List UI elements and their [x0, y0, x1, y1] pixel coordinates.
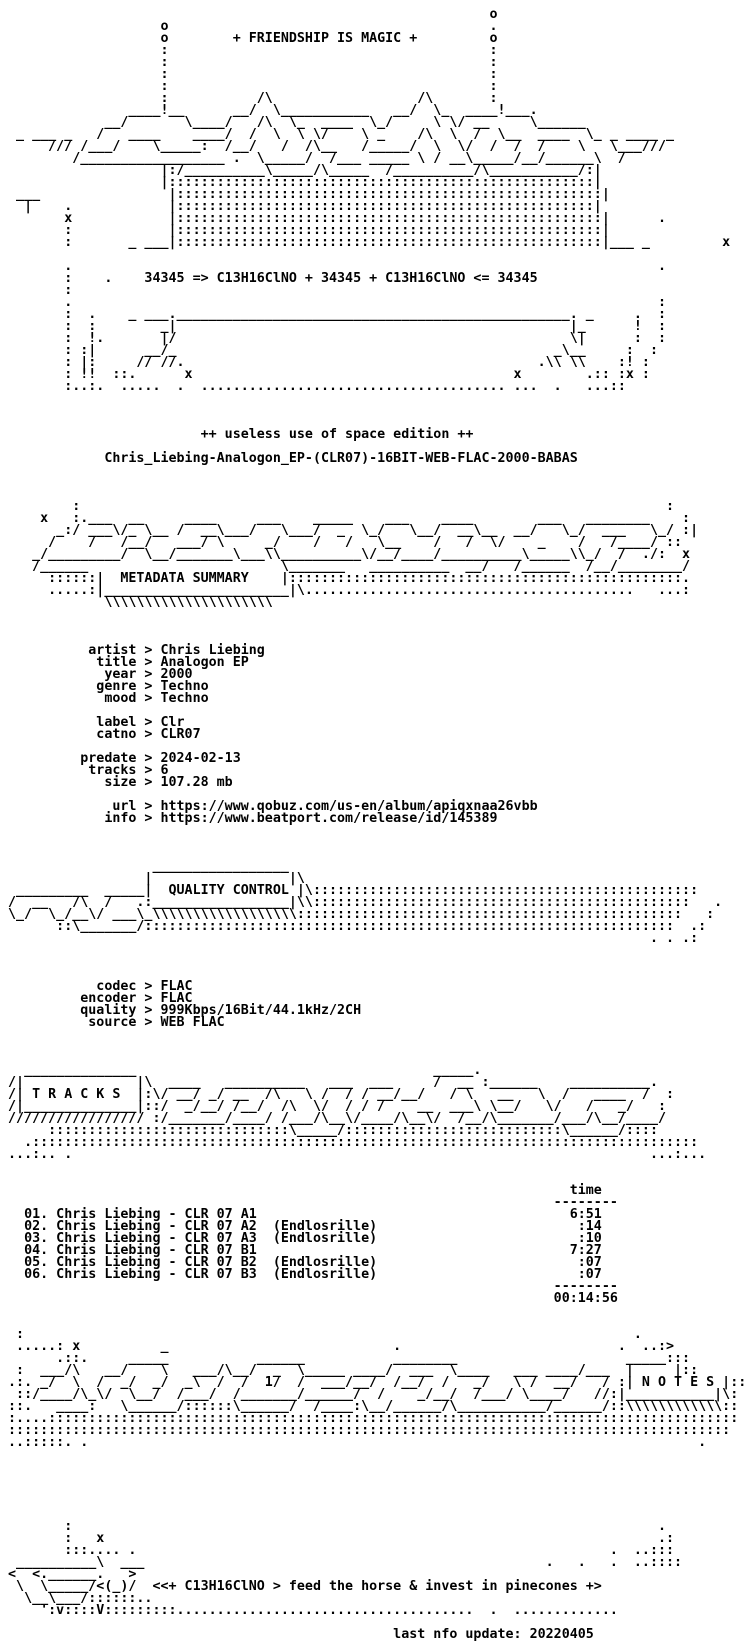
nfo-line — [0, 405, 648, 417]
nfo-line: ///////////////// :/_______/____/ /___/\__\/____/\__\/ /__/\_______/___/\__/____/ — [0, 1111, 667, 1126]
nfo-line: _/_________/ \__/_______\___\\__________\/__/____/__________\_____\\_/ / ./: x — [0, 547, 691, 562]
nfo-line: catno > CLR07 — [0, 727, 201, 742]
nfo-line: |:::::::::::::::::::::::::::::::::::::::::::::::::::::| — [0, 175, 602, 190]
nfo-line: genre > Techno — [0, 679, 209, 694]
nfo-line: -------- — [0, 1279, 618, 1294]
nfo-line: ...:.. . ...:... — [0, 1147, 707, 1162]
nfo-line: .....:|_______________________|\......................................... ...: — [0, 583, 691, 598]
nfo-line — [0, 957, 648, 969]
nfo-line: / __ /\ / .:_________________|\\::::::::::::::::::::::::::::::::::::::::::::::: . — [0, 895, 723, 910]
nfo-line: /__________________ . \_____/ /___ _____ \ / __\_____/__/______\ / — [0, 151, 626, 166]
nfo-line: predate > 2024-02-13 — [0, 751, 241, 766]
nfo-line: source > WEB FLAC — [0, 1015, 225, 1030]
nfo-line: . . — [0, 259, 667, 274]
nfo-line: info > https://www.beatport.com/release/id/145389 — [0, 811, 498, 826]
nfo-line: .:. _/ \ / _/ _/ _\ / / 1/ / ___/__/ /__/ / _/ \ / __/ / :| N O T E S |:: — [0, 1375, 746, 1390]
nfo-line: 03. Chris Liebing - CLR 07 A3 (Endlosrille) :10 — [0, 1231, 602, 1246]
nfo-line: :::::::::::::::::::::::::::::::::::::::::::::::::::::::::::::::::::::::::::::::::::::::::: — [0, 1423, 731, 1438]
nfo-line: 04. Chris Liebing - CLR 07 B1 7:27 — [0, 1243, 602, 1258]
nfo-line — [0, 1029, 648, 1041]
nfo-line: _ ___ _ / ____ ____/ / \ \ \/ \ _ /\ \ / \__ ____ \_ _ ____ _ — [0, 127, 675, 142]
nfo-line: ::. ____: \______/::::::\______/ /____:\__/______/\___________/______/::\\\\\\\\\\\\:: — [0, 1399, 739, 1414]
nfo-line: : . — [0, 1519, 667, 1534]
nfo-line: tracks > 6 — [0, 763, 169, 778]
nfo-line: 06. Chris Liebing - CLR 07 B3 (Endlosrille) :07 — [0, 1267, 602, 1282]
nfo-line: | . |::::::::::::::::::::::::::::::::::::::::::::::::::::| — [0, 199, 602, 214]
nfo-line: ::/____/\_\/ \__/ /___/ /_______/______/ / _/__/ /___/ \____/ //:|___________|\: — [0, 1387, 739, 1402]
nfo-line: ___ |:::::::::::::::::::::::::::::::::::::::::::::::::::::| — [0, 187, 610, 202]
nfo-line: : /\ /\ : — [0, 91, 498, 106]
nfo-line: : ___/\ __/ \ ___/\__/ _ \_____ ____/ ___ \____ ___ ____/___ | |:: — [0, 1363, 699, 1378]
nfo-line: \\\\\\\\\\\\\\\\\\\\\ — [0, 595, 273, 610]
nfo-line: label > Clr — [0, 715, 185, 730]
nfo-line: ::\_______/:::::::::::::::::::::::::::::::::::::::::::::::::::::::::::::::::: .: — [0, 919, 707, 934]
nfo-line — [0, 1449, 648, 1461]
nfo-line: ::::::::::::::::::::::::::::::\_____/:::::::::::::::::::::::::::\______/:::: — [0, 1123, 658, 1138]
nfo-line: size > 107.28 mb — [0, 775, 233, 790]
nfo-line: < <.______. > — [0, 1567, 137, 1582]
nfo-line: encoder > FLAC — [0, 991, 193, 1006]
nfo-line: .....: x _ . . ..:> — [0, 1339, 675, 1354]
nfo-line — [0, 1473, 648, 1485]
nfo-line: : |:::::::::::::::::::::::::::::::::::::::::::::::::::::| — [0, 223, 610, 238]
nfo-line: .::::::::::::::::::::::::::::::::::::::::::::::::::::::::::::::::::::::::::::::::::: — [0, 1135, 699, 1150]
nfo-line: o — [0, 7, 498, 22]
nfo-line — [0, 1461, 648, 1473]
nfo-line — [0, 825, 648, 837]
nfo-line: \_/ \_/__\/ ___\_\\\\\\\\\\\\\\\\\\:::::::::::::::::::::::::::::::::::::::::::::::: : — [0, 907, 715, 922]
nfo-line: codec > FLAC — [0, 979, 193, 994]
nfo-line — [0, 1161, 648, 1173]
nfo-line: 01. Chris Liebing - CLR 07 A1 6:51 — [0, 1207, 602, 1222]
nfo-line: /// /___/ \_____: /__/ / /\__ /_____/ \ \/ / / / \ \___/// — [0, 139, 667, 154]
nfo-line: _:/ ___\/_ \__ / __\___/ \___/ _ \_/ \__/ __\__ __/ \_/ ___ \_/ :| — [0, 523, 699, 538]
nfo-line: ++ useless use of space edition ++ — [0, 427, 474, 442]
nfo-line — [0, 1041, 648, 1053]
nfo-line: : — [0, 283, 73, 298]
nfo-line: : : _| |_ ! : — [0, 319, 667, 334]
nfo-line: title > Analogon EP — [0, 655, 249, 670]
nfo-line: /|______________|::/ _/__/ /__/ /\ \/ / / / __ ___\ \__/ \/ / _/ : — [0, 1099, 667, 1114]
nfo-line: 05. Chris Liebing - CLR 07 B2 (Endlosrille) :07 — [0, 1255, 602, 1270]
nfo-line: Chris_Liebing-Analogon_EP-(CLR07)-16BIT-WEB-FLAC-2000-BABAS — [0, 451, 578, 466]
nfo-line: last nfo update: 20220405 — [0, 1627, 594, 1642]
nfo-line: o + FRIENDSHIP IS MAGIC + o — [0, 31, 498, 46]
nfo-line: artist > Chris Liebing — [0, 643, 265, 658]
nfo-line: : :| __/_ _\__ : : — [0, 343, 658, 358]
nfo-line: -------- — [0, 1195, 618, 1210]
nfo-line — [0, 609, 648, 621]
nfo-line: : : — [0, 43, 498, 58]
nfo-line: :....:::::::::::::::::::::::::::::::::::::::::::::::::::::::::::::::::::::::::::::::::::::: — [0, 1411, 739, 1426]
nfo-line: ..:::::. . . — [0, 1435, 707, 1450]
nfo-line: : : — [0, 79, 498, 94]
nfo-line: : . _ ___._________________________________________________. _ . : — [0, 307, 667, 322]
nfo-line: :..:. ..... . ...................................... ... . ...:: — [0, 379, 626, 394]
nfo-line: : !! ::. x x .:: :x : — [0, 367, 650, 382]
nfo-line — [0, 465, 648, 477]
nfo-line — [0, 621, 648, 633]
nfo-line: /| |\ ____ __________ ___ ___ / __ :______ __________. — [0, 1075, 658, 1090]
nfo-line: time — [0, 1183, 602, 1198]
nfo-line: : : — [0, 55, 498, 70]
nfo-line: ____!__ __/ \___________ __/ \_ ____!___. — [0, 103, 538, 118]
nfo-line: ______________ _____. — [0, 1063, 482, 1078]
nfo-line: __/ \____/ /\ \_ ____ \_/ \ \/ __ \______ — [0, 115, 586, 130]
nfo-line: : . 34345 => C13H16ClNO + 34345 + C13H16ClNO <= 34345 — [0, 271, 538, 286]
nfo-line: : : — [0, 499, 675, 514]
nfo-line: :::.... . . ..::: — [0, 1543, 675, 1558]
nfo-line: . : — [0, 295, 667, 310]
nfo-line: __________\ ___ . . . ..:::: — [0, 1555, 683, 1570]
nfo-line: year > 2000 — [0, 667, 193, 682]
nfo-line: / / /__/ ___/ \ _/ / / \__ / / \/ _ / /____/ :: — [0, 535, 683, 550]
nfo-line: ::::::| METADATA SUMMARY |:::::::::::::::::::::::::::::::::::::::::::::::::. — [0, 571, 691, 586]
nfo-line: url > https://www.qobuz.com/us-en/album/apiqxnaa26vbb — [0, 799, 538, 814]
nfo-line — [0, 1485, 648, 1497]
nfo-line — [0, 1497, 648, 1509]
nfo-line: : !. |/ \| : : — [0, 331, 667, 346]
nfo-line: : . — [0, 1327, 642, 1342]
nfo-line: x |:::::::::::::::::::::::::::::::::::::::::::::::::::::| . — [0, 211, 667, 226]
nfo-line: .::. _____ ______ ________ _____::: — [0, 1351, 691, 1366]
nfo-line: _________________ — [0, 859, 289, 874]
nfo-line: x :.___ __ ____ ___ _____ ___ ____ ___ ________ : — [0, 511, 691, 526]
nfo-line: quality > 999Kbps/16Bit/44.1kHz/2CH — [0, 1003, 362, 1018]
nfo-line: \__\___/::::::.. — [0, 1591, 153, 1606]
nfo-line: : |: // //. .\\ \\ :! : — [0, 355, 650, 370]
nfo-line: : _ ___|:::::::::::::::::::::::::::::::::::::::::::::::::::::|___ _ x — [0, 235, 731, 250]
nfo-line: : x .: — [0, 1531, 675, 1546]
nfo-line: 02. Chris Liebing - CLR 07 A2 (Endlosrille) :14 — [0, 1219, 602, 1234]
nfo-line: mood > Techno — [0, 691, 209, 706]
nfo-line: 00:14:56 — [0, 1291, 618, 1306]
nfo-line — [0, 477, 648, 489]
nfo-line: o . — [0, 19, 498, 34]
nfo-line: /| T R A C K S |:\/ __/ _/ __ /\ \ / / / __/__/ / \ __ \ / ____ / : — [0, 1087, 675, 1102]
nfo-line — [0, 837, 648, 849]
nfo-ascii-document — [0, 7, 746, 1642]
nfo-line — [0, 393, 648, 405]
nfo-line: ':v::::V:::::::::..................................... . ............. — [0, 1603, 618, 1618]
nfo-line: | |\ — [0, 871, 305, 886]
nfo-line: /______ \_______ __________ __/ /______ /__/________/ — [0, 559, 691, 574]
nfo-line: : : — [0, 67, 498, 82]
nfo-line: _________ _____| QUALITY CONTROL |\:::::::::::::::::::::::::::::::::::::::::::::::: — [0, 883, 699, 898]
nfo-line: |:/__________\_____/\_____ /__________/\___________/:| — [0, 163, 602, 178]
nfo-line: \ \_____/<(_)/ <<+ C13H16ClNO > feed the horse & invest in pinecones +> — [0, 1579, 602, 1594]
nfo-line — [0, 945, 648, 957]
nfo-line: . . .: — [0, 931, 699, 946]
nfo-line — [0, 1305, 648, 1317]
